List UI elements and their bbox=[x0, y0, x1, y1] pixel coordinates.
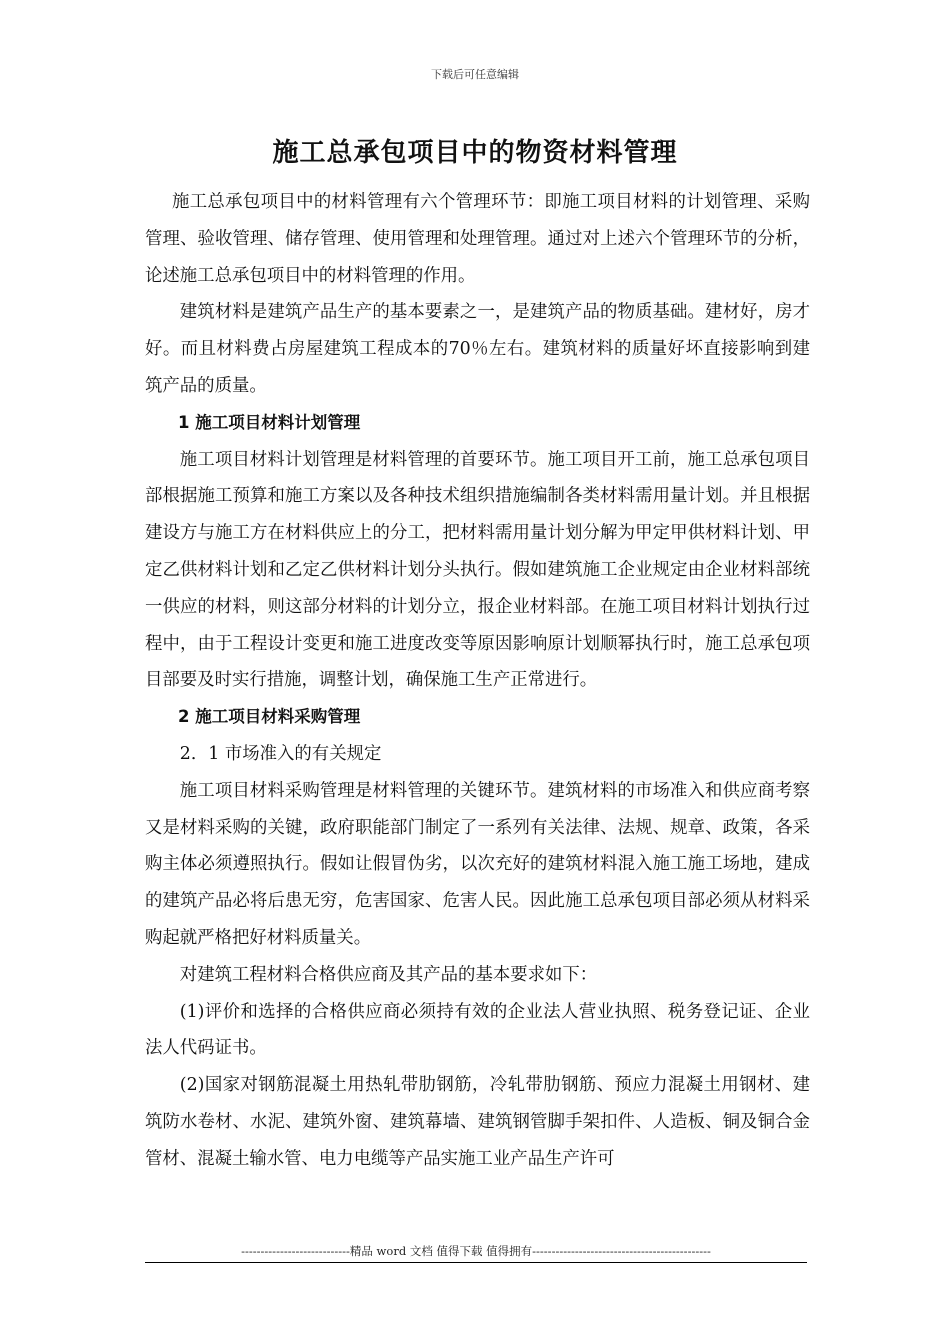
paragraph-materials-importance: 建筑材料是建筑产品生产的基本要素之一，是建筑产品的物质基础。建材好，房才好。而且材料费占房屋建筑工程成本的70％左右。建筑材料的质量好坏直接影响到建筑产品的质量。 bbox=[145, 302, 810, 396]
header-note: 下载后可任意编辑 bbox=[431, 68, 519, 81]
document-body bbox=[145, 184, 810, 1178]
subsection-heading-market-access: 2．1 市场准入的有关规定 bbox=[179, 743, 382, 764]
list-item-requirement-1: (1)评价和选择的合格供应商必须持有效的企业法人营业执照、税务登记证、企业法人代码证书。 bbox=[145, 1001, 810, 1059]
paragraph-procurement: 施工项目材料采购管理是材料管理的关键环节。建筑材料的市场准入和供应商考察又是材料采购的关键，政府职能部门制定了一系列有关法律、法规、规章、政策，各采购主体必须遵照执行。假如让假冒伪劣，以次充好的建筑材料混入施工施工场地，建成的建筑产品必将后患无穷，危害国家、危害人民。因此施工总承包项目部必须从材料采购起就严格把好材料质量关。 bbox=[145, 780, 810, 948]
section-heading-planning: 1 施工项目材料计划管理 bbox=[178, 412, 361, 432]
document-title: 施工总承包项目中的物资材料管理 bbox=[272, 138, 678, 168]
paragraph-planning: 施工项目材料计划管理是材料管理的首要环节。施工项目开工前，施工总承包项目部根据施工预算和施工方案以及各种技术组织措施编制各类材料需用量计划。并且根据建设方与施工方在材料供应上的分工，把材料需用量计划分解为甲定甲供材料计划、甲定乙供材料计划和乙定乙供材料计划分头执行。假如建筑施工企业规定由企业材料部统一供应的材料，则这部分材料的计划分立，报企业材料部。在施工项目材料计划执行过程中，由于工程设计变更和施工进度改变等原因影响原计划顺幂执行时，施工总承包项目部要及时实行措施，调整计划，确保施工生产正常进行。 bbox=[145, 449, 810, 691]
section-heading-procurement: 2 施工项目材料采购管理 bbox=[178, 707, 361, 727]
footer-divider bbox=[145, 1262, 807, 1263]
paragraph-intro: 施工总承包项目中的材料管理有六个管理环节：即施工项目材料的计划管理、采购管理、验收管理、储存管理、使用管理和处理管理。通过对上述六个管理环节的分析，论述施工总承包项目中的材料管理的作用。 bbox=[145, 192, 810, 286]
paragraph-requirements-intro: 对建筑工程材料合格供应商及其产品的基本要求如下： bbox=[179, 964, 598, 985]
list-item-requirement-2: (2)国家对钢筋混凝土用热轧带肋钢筋，冷轧带肋钢筋、预应力混凝土用钢材、建筑防水卷材、水泥、建筑外窗、建筑幕墙、建筑钢管脚手架扣件、人造板、铜及铜合金管材、混凝土输水管、电力电缆等产品实施工业产品生产许可 bbox=[145, 1075, 810, 1169]
footer-note: ----------------------------精品 word 文档 值得下载 值得拥有---------------------------------------------- bbox=[241, 1244, 711, 1258]
